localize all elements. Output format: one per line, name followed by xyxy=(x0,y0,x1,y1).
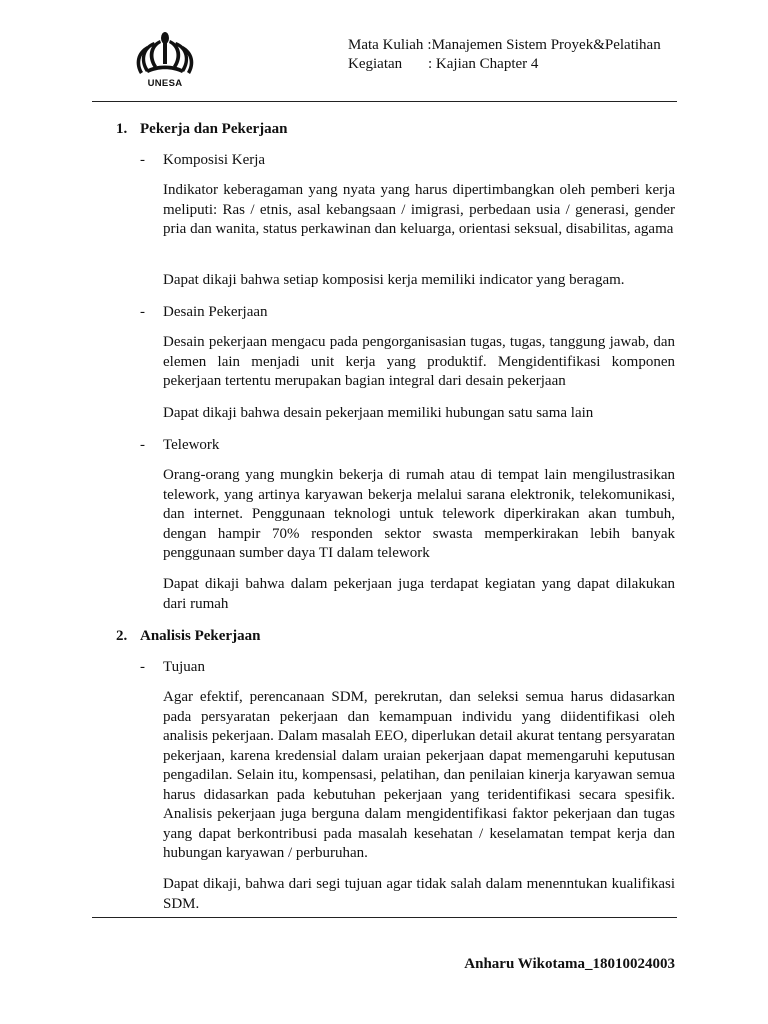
author-footer: Anharu Wikotama_18010024003 xyxy=(464,956,675,972)
subsection-komposisi-title: Komposisi Kerja xyxy=(163,152,266,168)
paragraph: Indikator keberagaman yang nyata yang harus dipertimbangkan oleh pemberi kerja meliputi: Ras / etnis, asal kebangsaan / imigrasi, perbedaan usia / generasi, gender pria dan wanita, status perkawinan dan keluarga, orientasi seksual, disabilitas, agama xyxy=(163,182,675,237)
paragraph: Agar efektif, perencanaan SDM, perekrutan, dan seleksi semua harus didasarkan pada persyaratan pekerjaan dan kemampuan individu yang diidentifikasi oleh analisis pekerjaan. Dalam masalah EEO, diperlukan detail akurat tentang persyaratan pekerjaan, karena kredensial dalam uraian pekerjaan dapat memengaruhi keputusan pengadilan. Selain itu, kompensasi, pelatihan, dan penilaian kinerja karyawan semua harus didasarkan pada kebutuhan pekerjaan yang teridentifikasi secara spesifik. Analisis pekerjaan juga berguna dalam mengidentifikasi faktor pekerjaan dan tugas yang dapat berkontribusi pada masalah kesehatan / keselamatan tempat kerja dan hubungan karyawan / perburuhan. xyxy=(163,689,675,861)
unesa-logo xyxy=(132,30,198,92)
subsection-desain-title: Desain Pekerjaan xyxy=(163,304,268,320)
unesa-emblem-icon xyxy=(132,30,198,78)
section-2-number: 2. xyxy=(116,628,128,644)
course-row xyxy=(348,36,661,55)
subsection-dash: - xyxy=(140,304,145,320)
paragraph: Dapat dikaji, bahwa dari segi tujuan agar tidak salah dalam menenntukan kualifikasi SDM. xyxy=(163,876,675,912)
section-1-number: 1. xyxy=(116,121,128,137)
activity-value: : Kajian Chapter 4 xyxy=(428,56,539,72)
activity-label: Kegiatan xyxy=(348,56,403,72)
subsection-dash: - xyxy=(140,659,145,675)
section-1-title: Pekerja dan Pekerjaan xyxy=(140,121,288,137)
activity-row xyxy=(348,55,661,74)
logo-text: UNESA xyxy=(147,78,183,89)
footer-divider xyxy=(92,917,677,918)
paragraph: Dapat dikaji bahwa setiap komposisi kerja memiliki indicator yang beragam. xyxy=(163,272,625,288)
paragraph: Dapat dikaji bahwa dalam pekerjaan juga terdapat kegiatan yang dapat dilakukan dari rumah xyxy=(163,576,675,612)
paragraph: Orang-orang yang mungkin bekerja di rumah atau di tempat lain mengilustrasikan telework, yang artinya karyawan bekerja melalui sarana elektronik, telekomunikasi, dan internet. Penggunaan teknologi untuk telework diperkirakan akan tumbuh, dengan hampir 70% responden sektor swasta memperkirakan lebih banyak penggunaan sumber daya TI dalam telework xyxy=(163,467,675,561)
header-info xyxy=(348,36,661,74)
course-label: Mata Kuliah xyxy=(348,37,424,53)
header-divider xyxy=(92,101,677,102)
paragraph: Desain pekerjaan mengacu pada pengorganisasian tugas, tugas, tanggung jawab, dan elemen lain menjadi unit kerja yang produktif. Mengidentifikasi komponen pekerjaan tertentu merupakan bagian integral dari desain pekerjaan xyxy=(163,334,675,389)
section-2-title: Analisis Pekerjaan xyxy=(140,628,261,644)
course-value: :Manajemen Sistem Proyek&Pelatihan xyxy=(427,37,661,53)
subsection-dash: - xyxy=(140,437,145,453)
paragraph: Dapat dikaji bahwa desain pekerjaan memiliki hubungan satu sama lain xyxy=(163,405,594,421)
subsection-dash: - xyxy=(140,152,145,168)
subsection-telework-title: Telework xyxy=(163,437,220,453)
subsection-tujuan-title: Tujuan xyxy=(163,659,205,675)
